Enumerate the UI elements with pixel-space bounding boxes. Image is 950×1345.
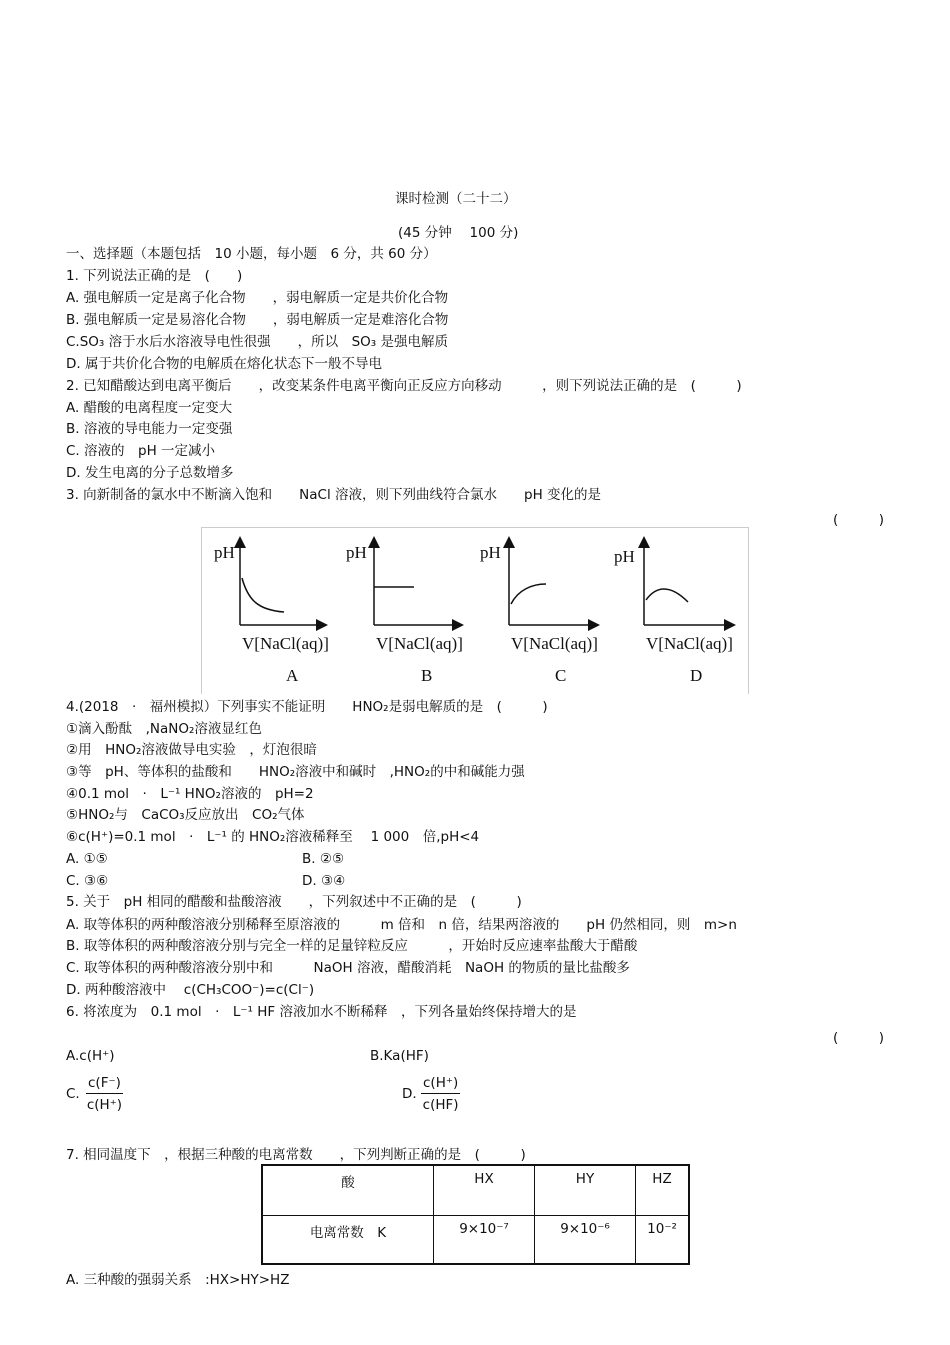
curve-d xyxy=(646,589,688,602)
q5-option-a: A. 取等体积的两种酸溶液分别稀释至原溶液的 m 倍和 n 倍，结果两溶液的 pH 仍然相同，则 m>n xyxy=(66,917,737,933)
q4-item: ⑤HNO₂与 CaCO₃反应放出 CO₂气体 xyxy=(66,807,305,823)
q1-option-c: C.SO₃ 溶于水后水溶液导电性很强 ，所以 SO₃ 是强电解质 xyxy=(66,334,449,350)
q6-option-d-fraction xyxy=(421,1073,460,1116)
x-label: V[NaCl(aq)] xyxy=(646,634,733,653)
panel-label-a: A xyxy=(286,666,299,685)
q3-graphs xyxy=(202,528,748,694)
graph-b xyxy=(346,542,463,685)
q4-option-b: B. ②⑤ xyxy=(302,851,345,867)
q6-option-a: A.c(H⁺) xyxy=(66,1048,115,1064)
page-subtitle: (45 分钟 100 分) xyxy=(398,225,519,241)
q6-answer-paren: ( ) xyxy=(833,1030,885,1046)
curve-c xyxy=(511,584,546,604)
section-heading: 一、选择题（本题包括 10 小题，每小题 6 分，共 60 分） xyxy=(66,246,437,262)
q1-option-d: D. 属于共价化合物的电解质在熔化状态下一般不导电 xyxy=(66,356,382,372)
y-label: pH xyxy=(480,543,501,562)
q4-item: ②用 HNO₂溶液做导电实验 ，灯泡很暗 xyxy=(66,742,317,758)
q7-option-a: A. 三种酸的强弱关系 :HX>HY>HZ xyxy=(66,1272,290,1288)
q5-stem: 5. 关于 pH 相同的醋酸和盐酸溶液 ，下列叙述中不正确的是 ( ) xyxy=(66,894,522,910)
table-header-row xyxy=(262,1165,689,1215)
q2-option-b: B. 溶液的导电能力一定变强 xyxy=(66,421,233,437)
x-label: V[NaCl(aq)] xyxy=(511,634,598,653)
q3-answer-paren: ( ) xyxy=(833,512,885,528)
q6-option-c-label: C. xyxy=(66,1086,80,1102)
page-title: 课时检测（二十二） xyxy=(395,191,517,207)
q4-option-d: D. ③④ xyxy=(302,873,346,889)
y-label: pH xyxy=(614,547,635,566)
fraction-denominator: c(H⁺) xyxy=(86,1097,123,1113)
table-row-label: 电离常数 K xyxy=(262,1215,434,1264)
table-cell: 9×10⁻⁷ xyxy=(434,1215,535,1264)
q4-item: ⑥c(H⁺)=0.1 mol · L⁻¹ 的 HNO₂溶液稀释至 1 000 倍,pH<4 xyxy=(66,829,480,845)
q5-option-b: B. 取等体积的两种酸溶液分别与完全一样的足量锌粒反应 ，开始时反应速率盐酸大于醋酸 xyxy=(66,938,638,954)
y-label: pH xyxy=(346,543,367,562)
q2-option-a: A. 醋酸的电离程度一定变大 xyxy=(66,400,233,416)
q6-option-d-label: D. xyxy=(402,1086,417,1102)
graph-d xyxy=(614,542,733,685)
q2-stem: 2. 已知醋酸达到电离平衡后 ，改变某条件电离平衡向正反应方向移动 ，则下列说法正确的是 ( ) xyxy=(66,378,742,394)
q7-stem: 7. 相同温度下 ，根据三种酸的电离常数 ，下列判断正确的是 ( ) xyxy=(66,1147,526,1163)
q4-option-c: C. ③⑥ xyxy=(66,873,109,889)
table-row xyxy=(262,1215,689,1264)
table-header-cell: HX xyxy=(434,1165,535,1215)
q4-item: ①滴入酚酞 ,NaNO₂溶液显红色 xyxy=(66,721,262,737)
fraction-numerator: c(F⁻) xyxy=(86,1073,123,1094)
graph-c xyxy=(480,542,598,685)
q4-item: ③等 pH、等体积的盐酸和 HNO₂溶液中和碱时 ,HNO₂的中和碱能力强 xyxy=(66,764,525,780)
curve-a xyxy=(242,578,284,612)
q2-option-c: C. 溶液的 pH 一定减小 xyxy=(66,443,216,459)
q4-item: ④0.1 mol · L⁻¹ HNO₂溶液的 pH=2 xyxy=(66,786,314,802)
table-cell: 9×10⁻⁶ xyxy=(535,1215,636,1264)
q2-option-d: D. 发生电离的分子总数增多 xyxy=(66,465,234,481)
ionization-constant-table xyxy=(261,1164,690,1265)
table-header-cell: HY xyxy=(535,1165,636,1215)
graph-a xyxy=(214,542,329,685)
q1-option-a: A. 强电解质一定是离子化合物 ，弱电解质一定是共价化合物 xyxy=(66,290,449,306)
panel-label-c: C xyxy=(555,666,567,685)
panel-label-d: D xyxy=(690,666,703,685)
q6-option-b: B.Ka(HF) xyxy=(370,1048,429,1064)
q1-stem: 1. 下列说法正确的是 ( ) xyxy=(66,268,243,284)
q5-option-d: D. 两种酸溶液中 c(CH₃COO⁻)=c(Cl⁻) xyxy=(66,982,315,998)
q5-option-c: C. 取等体积的两种酸溶液分别中和 NaOH 溶液，醋酸消耗 NaOH 的物质的量比盐酸多 xyxy=(66,960,630,976)
q4-option-a: A. ①⑤ xyxy=(66,851,108,867)
y-label: pH xyxy=(214,543,235,562)
q3-figure xyxy=(201,527,749,694)
x-label: V[NaCl(aq)] xyxy=(242,634,329,653)
panel-label-b: B xyxy=(421,666,433,685)
q6-stem: 6. 将浓度为 0.1 mol · L⁻¹ HF 溶液加水不断稀释 ，下列各量始终保持增大的是 xyxy=(66,1004,577,1020)
fraction-numerator: c(H⁺) xyxy=(421,1073,460,1094)
x-label: V[NaCl(aq)] xyxy=(376,634,463,653)
q1-option-b: B. 强电解质一定是易溶化合物 ，弱电解质一定是难溶化合物 xyxy=(66,312,449,328)
q4-stem: 4.(2018 · 福州模拟）下列事实不能证明 HNO₂是弱电解质的是 ( ) xyxy=(66,699,548,715)
table-header-cell: 酸 xyxy=(262,1165,434,1215)
table-cell: 10⁻² xyxy=(636,1215,690,1264)
q6-option-c-fraction xyxy=(86,1073,123,1116)
q3-stem: 3. 向新制备的氯水中不断滴入饱和 NaCl 溶液，则下列曲线符合氯水 pH 变化的是 xyxy=(66,487,602,503)
fraction-denominator: c(HF) xyxy=(422,1097,459,1113)
table-header-cell: HZ xyxy=(636,1165,690,1215)
